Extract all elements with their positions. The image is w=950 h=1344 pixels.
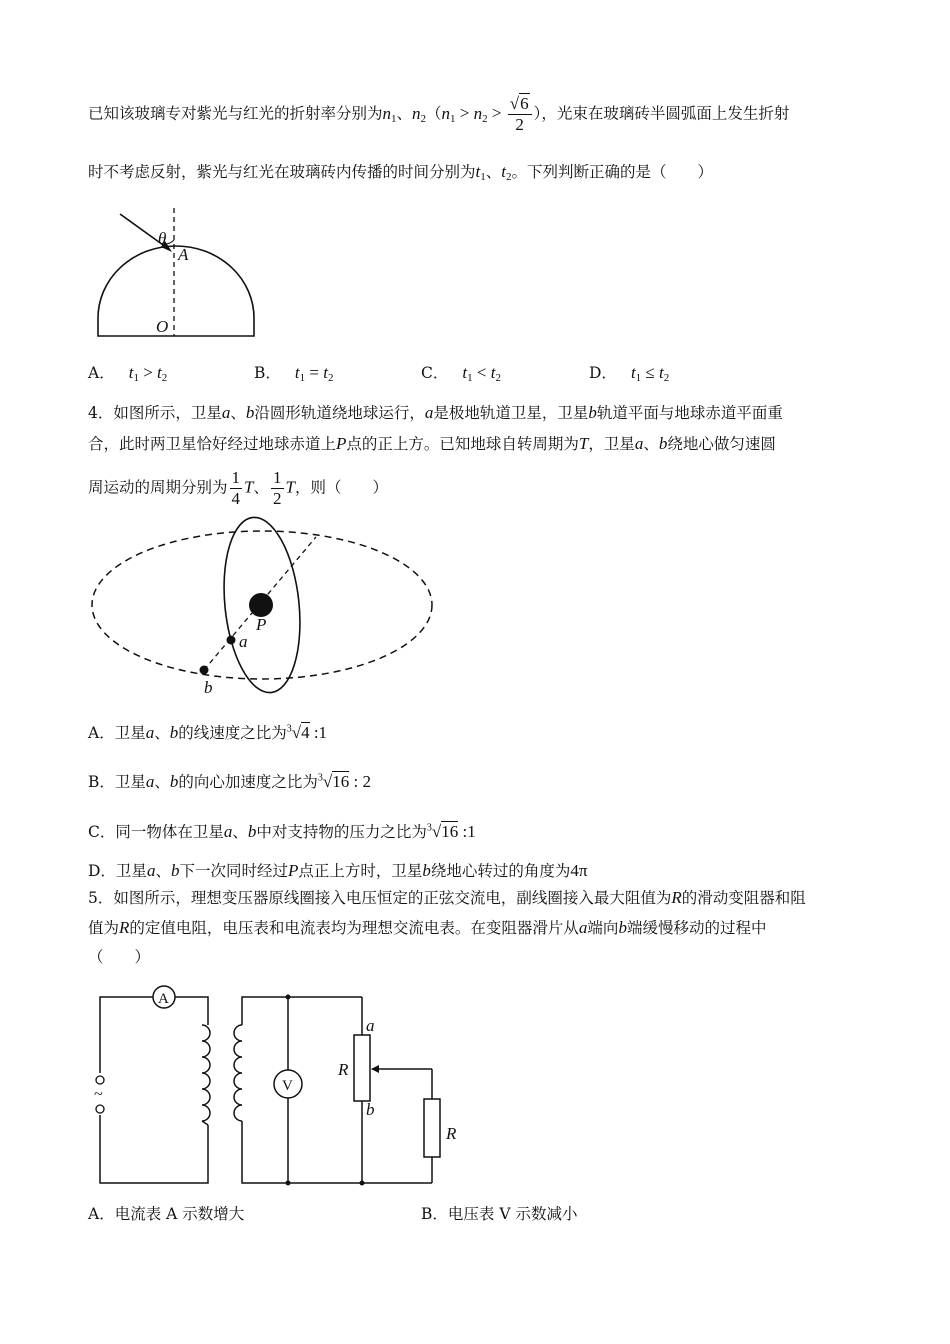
ac-source-label: ~ [94, 1086, 103, 1103]
q4-option-b[interactable]: B．卫星a、b的向心加速度之比为$^3$√16 : 2 [88, 772, 371, 791]
theta-label: θ [158, 229, 167, 248]
rheostat [354, 1035, 370, 1101]
fraction-one-quarter: $\frac{1}{4}$ [231, 468, 241, 508]
earth [249, 593, 273, 617]
point-a-label: A [178, 245, 189, 264]
rheostat-label: R [338, 1060, 349, 1079]
q4-line-1: 4．如图所示，卫星a、b沿圆形轨道绕地球运行，a是极地轨道卫星，卫星b轨道平面与地球赤道平面重 [88, 403, 783, 422]
q4-option-c[interactable]: C．同一物体在卫星a、b中对支持物的压力之比为$^3$√16 :1 [88, 822, 476, 841]
q5-option-b[interactable]: B．电压表 V 示数减小 [421, 1205, 578, 1223]
q3-option-d[interactable]: D． $t_1 \le t_2$ [589, 363, 670, 384]
q3-line-2: 时不考虑反射，紫光与红光在玻璃砖内传播的时间分别为$t_1$、$t_2$。下列判断正确的是（ ） [88, 162, 714, 183]
glass-brick-outline [98, 246, 254, 336]
ac-terminal-bottom [96, 1105, 104, 1113]
transformer-circuit-diagram [92, 985, 472, 1185]
ac-terminal-top [96, 1076, 104, 1084]
secondary-wire-top [242, 997, 362, 1025]
q4-option-d[interactable]: D．卫星a、b下一次同时经过P点正上方时，卫星b绕地心转过的角度为4π [88, 861, 588, 880]
terminal-b-label: b [366, 1100, 375, 1119]
primary-wire-top-right [172, 997, 208, 1025]
q3-option-b[interactable]: B． $t_1 = t_2$ [254, 363, 334, 384]
voltmeter-label: V [282, 1078, 293, 1094]
slider-arrow [371, 1065, 379, 1073]
primary-wire-top-left [100, 997, 156, 1073]
primary-wire-bottom [100, 1115, 208, 1183]
satellite-a-label: a [239, 632, 248, 651]
q5-line-1: 5．如图所示，理想变压器原线圈接入电压恒定的正弦交流电，副线圈接入最大阻值为R的滑动变阻器和阻 [88, 888, 806, 907]
q4-line-2: 合，此时两卫星恰好经过地球赤道上P点的正上方。已知地球自转周期为T，卫星a、b绕地心做匀速圆 [88, 434, 776, 453]
primary-coil [202, 1025, 210, 1121]
semicircle-diagram [90, 200, 260, 340]
satellite-b-label: b [204, 678, 213, 697]
terminal-a-label: a [366, 1016, 375, 1035]
fraction-one-half: $\frac{1}{2}$ [273, 468, 282, 508]
q3-option-a[interactable]: A． $t_1 > t_2$ [88, 363, 168, 384]
fixed-resistor-label: R [446, 1124, 457, 1143]
secondary-coil [234, 1025, 242, 1121]
q5-line-3: （ ） [88, 948, 151, 966]
point-o-label: O [156, 317, 169, 336]
secondary-wire-bottom [242, 1121, 432, 1183]
q3-line-1: 已知该玻璃专对紫光与红光的折射率分别为$n_1$、$n_2(n_1 > n_2$ > $\frac{√6}{2}$ ），光束在玻璃砖半圆弧面上发生折射 [88, 94, 790, 134]
satellite-orbit-diagram [90, 515, 450, 715]
q5-line-2: 值为R的定值电阻，电压表和电流表均为理想交流电表。在变阻器滑片从a端向b端缓慢移动的过程中 [88, 918, 767, 937]
ammeter-label: A [158, 991, 169, 1007]
sqrt6-over-2: $\frac{√6}{2}$ [508, 94, 532, 135]
satellite-b [200, 666, 209, 675]
fixed-resistor [424, 1099, 440, 1157]
point-p-label: P [256, 615, 267, 634]
q5-option-a[interactable]: A．电流表 A 示数增大 [88, 1205, 245, 1223]
q4-option-a[interactable]: A．卫星a、b的线速度之比为$^3$√4 :1 [88, 723, 328, 742]
q3-option-c[interactable]: C． $t_1 < t_2$ [421, 363, 501, 384]
q4-line-3: 周运动的周期分别为 $\frac{1}{4}$ T、 $\frac{1}{2}$ T，则（ ） [88, 468, 388, 508]
satellite-a [227, 636, 236, 645]
